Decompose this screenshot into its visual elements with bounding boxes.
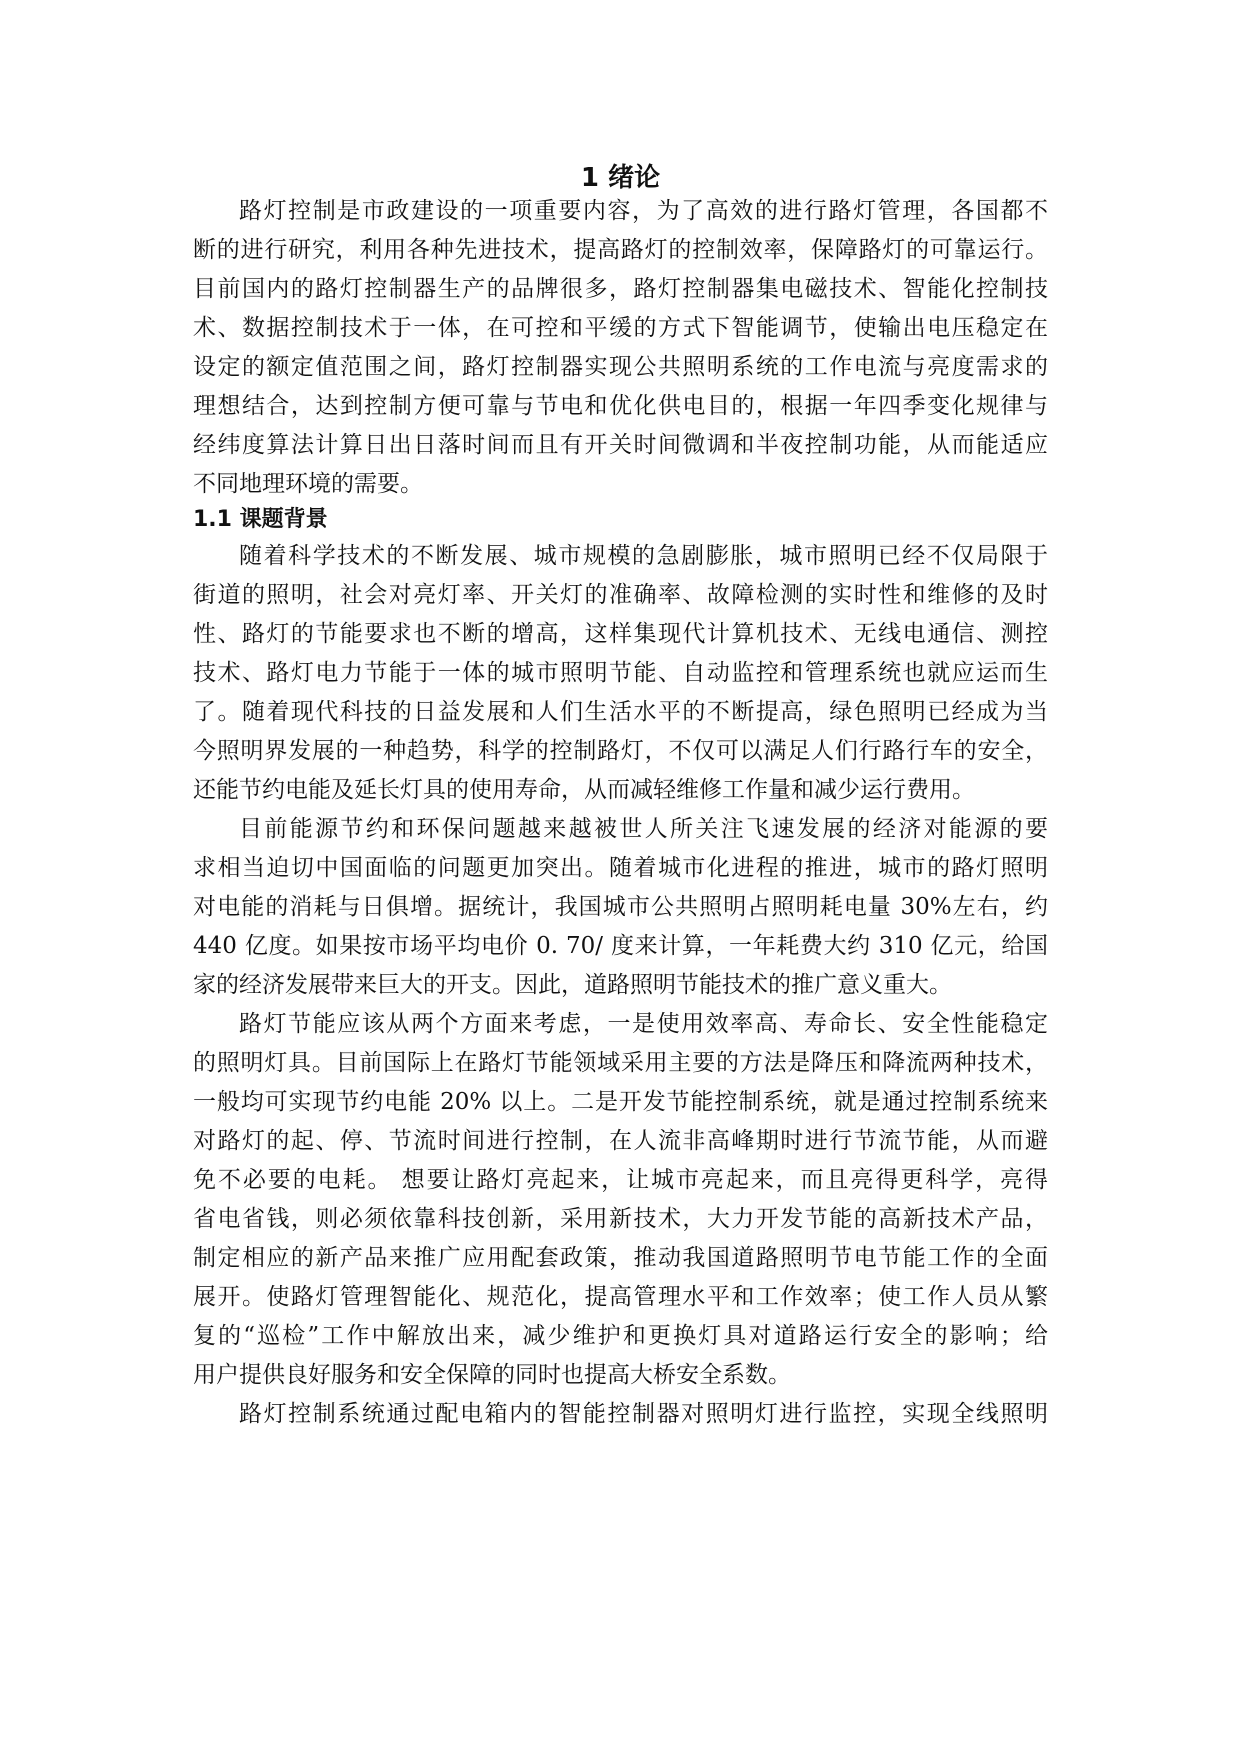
text-line: 断的进行研究，利用各种先进技术，提高路灯的控制效率，保障路灯的可靠运行。 [193, 237, 1048, 263]
text-line: 440 亿度。如果按市场平均电价 0. 70/ 度来计算，一年耗费大约 310 亿元，给国 [193, 933, 1048, 959]
text-line: 路灯控制是市政建设的一项重要内容，为了高效的进行路灯管理，各国都不 [239, 198, 1048, 224]
text-line: 目前国内的路灯控制器生产的品牌很多，路灯控制器集电磁技术、智能化控制技 [193, 276, 1048, 302]
text-line: 今照明界发展的一种趋势，科学的控制路灯，不仅可以满足人们行路行车的安全， [193, 738, 1048, 764]
text-line: 街道的照明，社会对亮灯率、开关灯的准确率、故障检测的实时性和维修的及时 [193, 582, 1048, 608]
text-line: 展开。使路灯管理智能化、规范化，提高管理水平和工作效率；使工作人员从繁 [193, 1284, 1048, 1310]
text-line: 设定的额定值范围之间，路灯控制器实现公共照明系统的工作电流与亮度需求的 [193, 354, 1048, 380]
text-line: 求相当迫切中国面临的问题更加突出。随着城市化进程的推进，城市的路灯照明 [193, 855, 1048, 881]
text-line: 对电能的消耗与日俱增。据统计，我国城市公共照明占照明耗电量 30%左右，约 [193, 894, 1048, 920]
text-line: 复的“巡检”工作中解放出来，减少维护和更换灯具对道路运行安全的影响；给 [193, 1323, 1048, 1349]
text-line: 了。随着现代科技的日益发展和人们生活水平的不断提高，绿色照明已经成为当 [193, 699, 1048, 725]
text-line: 一般均可实现节约电能 20% 以上。二是开发节能控制系统，就是通过控制系统来 [193, 1089, 1048, 1115]
text-line: 路灯节能应该从两个方面来考虑，一是使用效率高、寿命长、安全性能稳定 [239, 1011, 1048, 1037]
text-line: 用户提供良好服务和安全保障的同时也提高大桥安全系数。 [193, 1362, 791, 1388]
text-line: 理想结合，达到控制方便可靠与节电和优化供电目的，根据一年四季变化规律与 [193, 393, 1048, 419]
text-line: 制定相应的新产品来推广应用配套政策，推动我国道路照明节电节能工作的全面 [193, 1245, 1048, 1271]
text-line: 的照明灯具。目前国际上在路灯节能领域采用主要的方法是降压和降流两种技术， [193, 1050, 1048, 1076]
text-line: 技术、路灯电力节能于一体的城市照明节能、自动监控和管理系统也就应运而生 [193, 660, 1048, 686]
text-line: 路灯控制系统通过配电箱内的智能控制器对照明灯进行监控，实现全线照明 [239, 1401, 1048, 1427]
text-line: 还能节约电能及延长灯具的使用寿命，从而减轻维修工作量和减少运行费用。 [193, 777, 975, 803]
text-line: 目前能源节约和环保问题越来越被世人所关注飞速发展的经济对能源的要 [239, 816, 1048, 842]
text-line: 性、路灯的节能要求也不断的增高，这样集现代计算机技术、无线电通信、测控 [193, 621, 1048, 647]
text-line: 免不必要的电耗。 想要让路灯亮起来，让城市亮起来，而且亮得更科学，亮得 [193, 1167, 1048, 1193]
text-line: 家的经济发展带来巨大的开支。因此，道路照明节能技术的推广意义重大。 [193, 972, 952, 998]
text-line: 省电省钱，则必须依靠科技创新，采用新技术，大力开发节能的高新技术产品， [193, 1206, 1048, 1232]
text-line: 经纬度算法计算日出日落时间而且有开关时间微调和半夜控制功能，从而能适应 [193, 432, 1048, 458]
text-line: 不同地理环境的需要。 [193, 471, 423, 497]
text-line: 随着科学技术的不断发展、城市规模的急剧膨胀，城市照明已经不仅局限于 [239, 543, 1048, 569]
chapter-title: 1 绪论 [580, 163, 661, 193]
section-heading: 1.1 课题背景 [193, 507, 328, 532]
text-line: 术、数据控制技术于一体，在可控和平缓的方式下智能调节，使输出电压稳定在 [193, 315, 1048, 341]
text-line: 对路灯的起、停、节流时间进行控制，在人流非高峰期时进行节流节能，从而避 [193, 1128, 1048, 1154]
